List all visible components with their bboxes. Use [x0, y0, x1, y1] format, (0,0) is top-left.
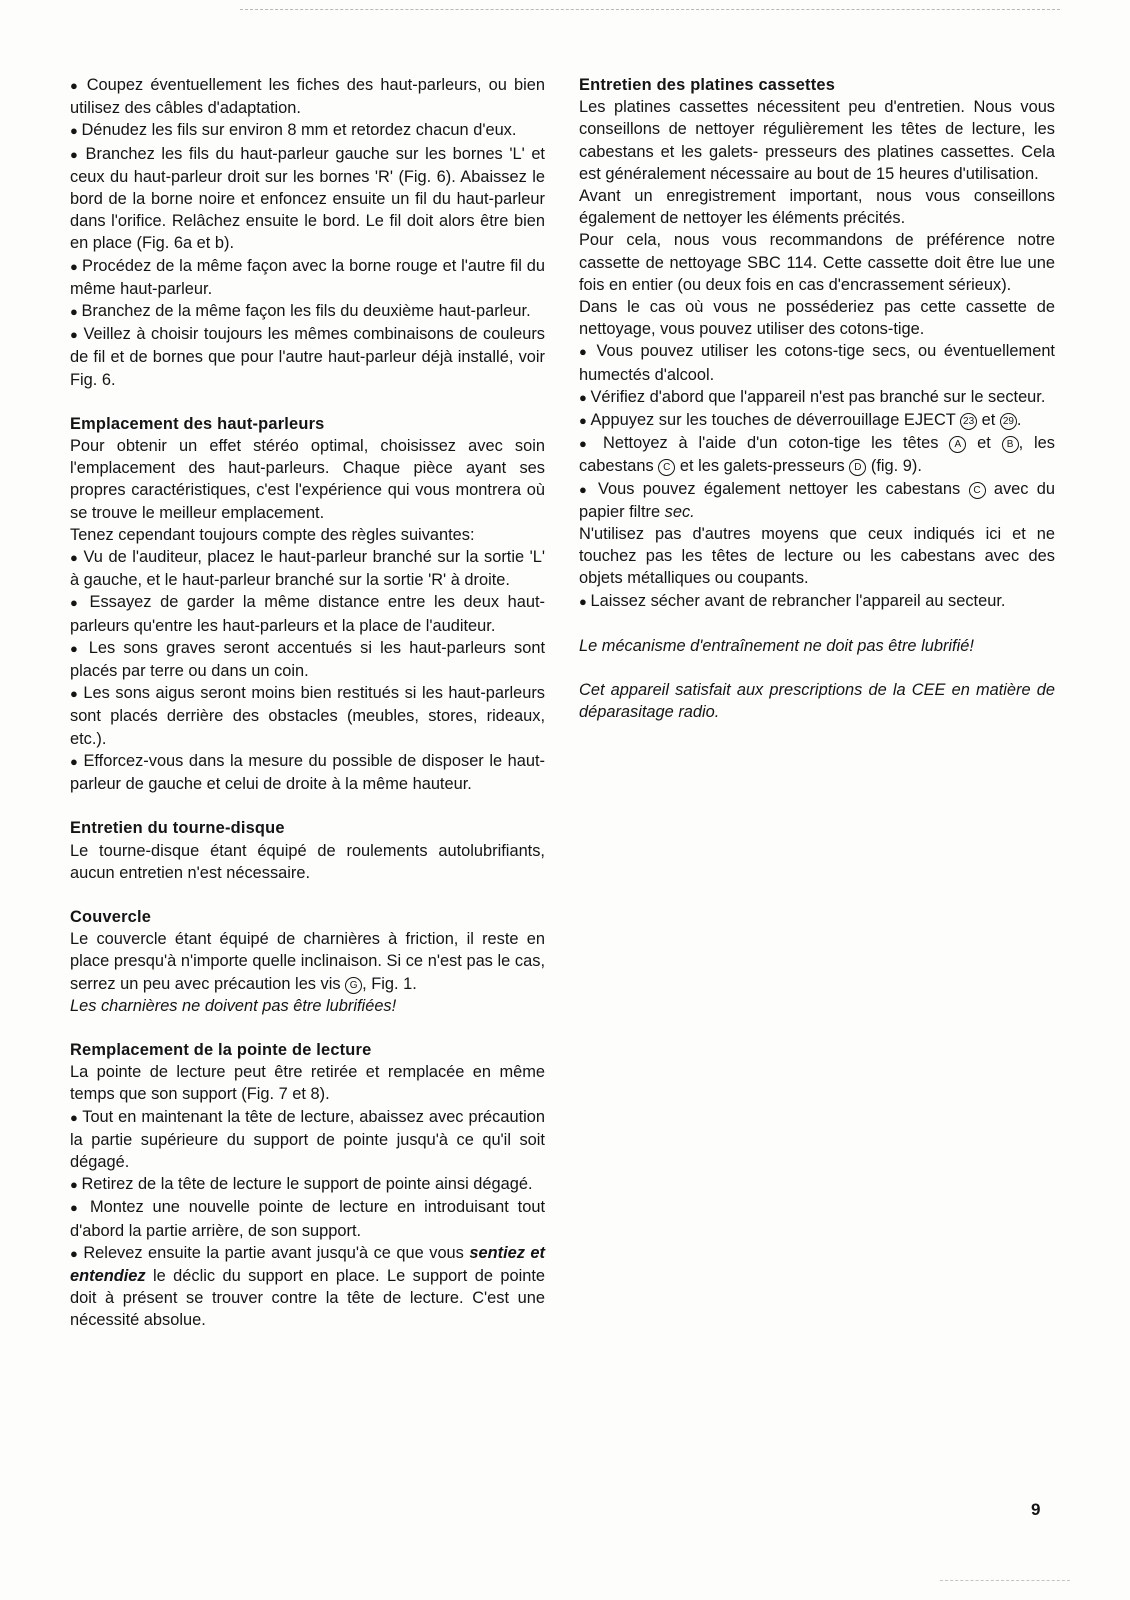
- cover-text: Le couvercle étant équipé de charnières à friction, il reste en place presqu'à n'importe quelle inclinaison. Si ce n'est pas le cas, serrez un peu avec précaution les vis G , Fig. 1.: [70, 930, 545, 993]
- placement-rule-3: ● Les sons graves seront accentués si les haut-parleurs sont placés par terre ou dans un coin.: [70, 637, 545, 682]
- speaker-step-2: ● Dénudez les fils sur environ 8 mm et retordez chacun d'eux.: [70, 119, 545, 142]
- cassette-before-recording: Avant un enregistrement important, nous vous conseillons également de nettoyer les éléments précités.: [579, 187, 1055, 228]
- right-column: [579, 74, 1055, 723]
- eject-key-2-marker-icon: 29: [1000, 413, 1017, 430]
- cassette-step-6: ● Laissez sécher avant de rebrancher l'appareil au secteur.: [579, 590, 1055, 613]
- cover-note: Les charnières ne doivent pas être lubrifiées!: [70, 996, 397, 1015]
- capstan-marker-icon: C: [969, 482, 986, 499]
- placement-rule-1: ● Vu de l'auditeur, placez le haut-parleur branché sur la sortie 'L' à gauche, et le haut-parleur branché sur la sortie 'R' à droite.: [70, 546, 545, 591]
- cassette-step-4: ● Nettoyez à l'aide d'un coton-tige les têtes A et B , les cabestans C et les galets-presseurs D (fig. 9).: [579, 432, 1055, 477]
- page-number: 9: [1031, 1500, 1041, 1519]
- placement-intro: Pour obtenir un effet stéréo optimal, choisissez avec soin l'emplacement des haut-parleurs. Chaque pièce ayant ses propres caractéristiques, c'est l'expérience qui vous montrera où se trouve le meilleur emplacement.: [70, 437, 545, 522]
- eject-key-1-marker-icon: 23: [960, 413, 977, 430]
- speaker-step-4: ● Procédez de la même façon avec la borne rouge et l'autre fil du même haut-parleur.: [70, 255, 545, 300]
- stylus-step-3: ● Montez une nouvelle pointe de lecture en introduisant tout d'abord la partie arrière, de son support.: [70, 1196, 545, 1241]
- screw-marker-icon: G: [345, 977, 362, 994]
- scan-artifact-top: [240, 9, 1060, 13]
- pinch-roller-marker-icon: D: [849, 459, 866, 476]
- placement-rule-4: ● Les sons aigus seront moins bien restitués si les haut-parleurs sont placés derrière des obstacles (meubles, stores, rideaux, etc.).: [70, 682, 545, 750]
- heading-speaker-placement: Emplacement des haut-parleurs: [70, 414, 325, 433]
- note-cee-compliance: Cet appareil satisfait aux prescriptions de la CEE en matière de déparasitage radio.: [579, 681, 1055, 722]
- heading-turntable-care: Entretien du tourne-disque: [70, 819, 285, 838]
- speaker-step-1: ● Coupez éventuellement les fiches des haut-parleurs, ou bien utilisez des câbles d'adaptation.: [70, 74, 545, 119]
- cassette-warning: N'utilisez pas d'autres moyens que ceux indiqués ici et ne touchez pas les têtes de lecture ou les cabestans avec des objets métalliques ou coupants.: [579, 525, 1055, 588]
- placement-rule-5: ● Efforcez-vous dans la mesure du possible de disposer le haut-parleur de gauche et celui de droite à la même hauteur.: [70, 750, 545, 795]
- stylus-step-1: ● Tout en maintenant la tête de lecture, abaissez avec précaution la partie supérieure du support de pointe jusqu'à ce qu'il soit dégagé.: [70, 1106, 545, 1174]
- heading-cassette-care: Entretien des platines cassettes: [579, 76, 836, 94]
- stylus-step-2: ● Retirez de la tête de lecture le support de pointe ainsi dégagé.: [70, 1173, 545, 1196]
- capstan-marker-icon: C: [658, 459, 675, 476]
- cassette-step-2: ● Vérifiez d'abord que l'appareil n'est pas branché sur le secteur.: [579, 386, 1055, 409]
- head-a-marker-icon: A: [949, 436, 966, 453]
- cassette-cleaning-tape: Pour cela, nous vous recommandons de préférence notre cassette de nettoyage SBC 114. Cette cassette doit être lue une fois en entier (ou deux fois en cas d'encrassement sérieux).: [579, 231, 1055, 294]
- stylus-intro: La pointe de lecture peut être retirée et remplacée en même temps que son support (Fig. 7 et 8).: [70, 1063, 545, 1104]
- placement-rule-2: ● Essayez de garder la même distance entre les deux haut-parleurs qu'entre les haut-parleurs et la place de l'auditeur.: [70, 591, 545, 636]
- cassette-cotton-swabs: Dans le cas où vous ne posséderiez pas cette cassette de nettoyage, vous pouvez utiliser des cotons-tige.: [579, 298, 1055, 339]
- cassette-step-3: ● Appuyez sur les touches de déverrouillage EJECT 23 et 29 .: [579, 409, 1055, 432]
- turntable-text: Le tourne-disque étant équipé de roulements autolubrifiants, aucun entretien n'est nécessaire.: [70, 841, 545, 882]
- speaker-step-5: ● Branchez de la même façon les fils du deuxième haut-parleur.: [70, 300, 545, 323]
- heading-stylus-replacement: Remplacement de la pointe de lecture: [70, 1040, 372, 1059]
- speaker-step-6: ● Veillez à choisir toujours les mêmes combinaisons de couleurs de fil et de bornes que pour l'autre haut-parleur déjà installé, voir Fig. 6.: [70, 323, 545, 391]
- heading-cover: Couvercle: [70, 907, 152, 926]
- stylus-step-4: ● Relevez ensuite la partie avant jusqu'à ce que vous sentiez et entendiez le déclic du support en place. Le support de pointe doit à présent se trouver contre la tête de lecture. C'est une nécessité absolue.: [70, 1242, 545, 1332]
- left-column: [70, 74, 545, 1332]
- cassette-step-1: ● Vous pouvez utiliser les cotons-tige secs, ou éventuellement humectés d'alcool.: [579, 340, 1055, 385]
- head-b-marker-icon: B: [1002, 436, 1019, 453]
- cassette-step-5: ● Vous pouvez également nettoyer les cabestans C avec du papier filtre sec.: [579, 478, 1055, 523]
- scan-artifact-bottom: [940, 1580, 1070, 1581]
- note-no-lubrication: Le mécanisme d'entraînement ne doit pas être lubrifié!: [579, 636, 974, 655]
- cassette-intro: Les platines cassettes nécessitent peu d'entretien. Nous vous conseillons de nettoyer régulièrement les têtes de lecture, les cabestans et les galets- presseurs des platines cassettes. Cela est généralement nécessaire au bout de 15 heures d'utilisation.: [579, 98, 1055, 183]
- speaker-step-3: ● Branchez les fils du haut-parleur gauche sur les bornes 'L' et ceux du haut-parleur droit sur les bornes 'R' (Fig. 6). Abaissez le bord de la borne noire et enfoncez ensuite un fil du haut-parleur dans l'orifice. Relâchez ensuite le bord. Le fil doit alors être bien en place (Fig. 6a et b).: [70, 143, 545, 255]
- placement-rules-lead: Tenez cependant toujours compte des règles suivantes:: [70, 525, 475, 544]
